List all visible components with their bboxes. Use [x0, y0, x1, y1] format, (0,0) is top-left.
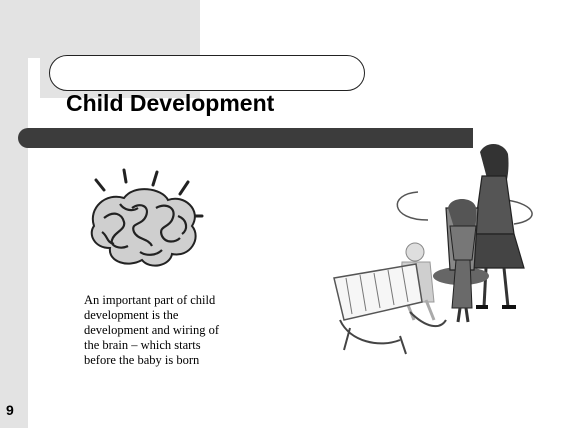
caption-line: An important part of child — [84, 293, 216, 307]
caption-line: the brain – which starts — [84, 338, 201, 352]
page-number: 9 — [6, 402, 14, 418]
slide-title: Child Development — [66, 90, 275, 116]
caption-line: development is the — [84, 308, 179, 322]
family-with-cradle-clipart-icon — [310, 142, 550, 367]
caption-line: before the baby is born — [84, 353, 200, 367]
caption-line: development and wiring of — [84, 323, 220, 337]
background-band-left — [0, 0, 28, 428]
title-pill-frame — [49, 55, 365, 91]
slide-caption — [84, 293, 274, 368]
background-band-top — [0, 0, 200, 58]
brain-clipart-icon — [80, 168, 220, 278]
